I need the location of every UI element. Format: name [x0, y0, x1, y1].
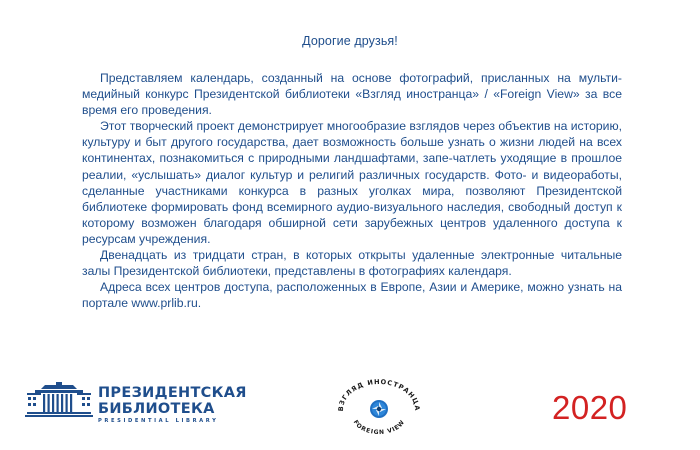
aperture-icon: [370, 400, 388, 418]
paragraph-project: Этот творческий проект демонстрирует многообразие взглядов через объектив на историю, культуру и быт другого государства, дает возможность больше узнать о жизни людей на всех континентах, познакомиться с природными ландшафтами, запе-чатлеть уходящие в прошлое реалии, «услышать» диалог культур и религий различных государств. Фото- и видеоработы, сделанные участниками конкурса в разных уголках мира, позволяют Президентской библиотеке формировать фонд всемирного аудио-визуального наследия, свободный доступ к которому возможен благодаря обширной сети зарубежных центров удаленного доступа к ресурсам учреждения.: [82, 119, 622, 246]
contest-logo-top-text: ВЗГЛЯД ИНОСТРАНЦА: [336, 377, 422, 412]
greeting: Дорогие друзья!: [302, 34, 398, 48]
body-text: [82, 70, 622, 311]
presidential-library-logo: [25, 382, 247, 427]
paragraph-countries: Двенадцать из тридцати стран, в которых открыты удаленные электронные читальные залы Президентской библиотеки, представлены в фотографиях календаря.: [82, 248, 622, 279]
library-name-ru-1: ПРЕЗИДЕНТСКАЯ: [98, 385, 247, 401]
contest-logo-bottom-text: FOREIGN VIEW: [351, 418, 407, 437]
paragraph-intro: Представляем календарь, созданный на основе фотографий, присланных на мульти-медийный конкурс Президентской библиотеки «Взгляд иностранца» / «Foreign View» за все время его проведения.: [82, 71, 622, 118]
paragraph-addresses: Адреса всех центров доступа, расположенных в Европе, Азии и Америке, можно узнать на портале www.prlib.ru.: [82, 280, 622, 311]
library-building-icon: [25, 382, 93, 420]
library-name: [98, 385, 247, 425]
calendar-year: 2020: [552, 389, 628, 426]
library-name-ru-2: БИБЛИОТЕКА: [98, 401, 215, 417]
library-name-en: PRESIDENTIAL LIBRARY: [98, 418, 219, 424]
svg-text:FOREIGN VIEW: [352, 419, 407, 436]
foreign-view-logo: [331, 374, 427, 440]
footer: [0, 370, 700, 450]
